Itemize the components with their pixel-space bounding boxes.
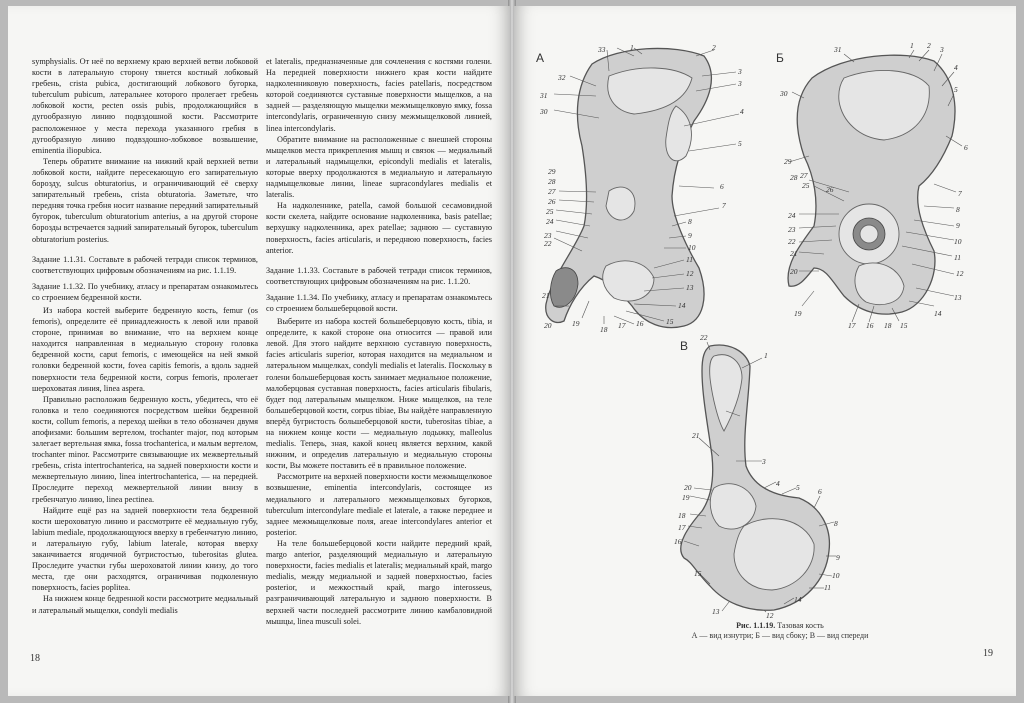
svg-text:33: 33 bbox=[598, 45, 606, 54]
paragraph: Правильно расположив бедренную кость, убедитесь, что её головка и тело соединяются посредством шейки бедренной кости, collum femoris, а переход шейки в тело обозначен двумя апофизами: большим вертелом, trochanter major, под которым залегает вертельная ямка, fossa trochanterica, и малым вертелом, trochanter minor. Рассмотрите связывающие их межвертельный гребень, crista intertrochanterica, на задней поверхности кости и межвертельную линию, linea intertrochanterica, — на передней. Проследите переход межвертельной линии внизу в гребенчатую линию, linea pectinea. bbox=[32, 394, 258, 504]
page-number-left: 18 bbox=[30, 653, 40, 664]
paragraph: et lateralis, предназначенные для сочленения с костями голени. На передней поверхности нижнего края кости найдите надколенниковую поверхность, facies patellaris, посредством которой соединяются суставные поверхности мыщелков, а на задней — разделяющую мыщелки межмыщелковую ямку, fossa intercondylaris, ограниченную снизу межмыщелковой линией, linea intercondylaris. bbox=[266, 57, 492, 133]
svg-text:5: 5 bbox=[954, 85, 958, 94]
task-paragraph: Задание 1.1.33. Составьте в рабочей тетради список терминов, соответствующих цифровым обозначениям на рис. 1.1.20. bbox=[266, 265, 492, 286]
svg-text:20: 20 bbox=[684, 483, 692, 492]
svg-text:16: 16 bbox=[674, 537, 682, 546]
svg-text:16: 16 bbox=[636, 319, 644, 328]
svg-text:18: 18 bbox=[678, 511, 686, 520]
panel-label-b: Б bbox=[776, 51, 784, 65]
svg-text:9: 9 bbox=[688, 231, 692, 240]
svg-text:3: 3 bbox=[762, 457, 766, 466]
svg-text:6: 6 bbox=[818, 487, 822, 496]
svg-text:18: 18 bbox=[600, 325, 608, 334]
svg-text:11: 11 bbox=[686, 255, 693, 264]
svg-text:21: 21 bbox=[692, 431, 700, 440]
svg-text:3: 3 bbox=[738, 67, 742, 76]
svg-text:21: 21 bbox=[542, 291, 550, 300]
svg-text:1: 1 bbox=[630, 43, 634, 52]
task-paragraph: Задание 1.1.34. По учебнику, атласу и препаратам ознакомьтесь со строением большеберцовой кости. bbox=[266, 292, 492, 313]
svg-text:20: 20 bbox=[544, 321, 552, 330]
panel-v-illustration bbox=[674, 333, 840, 620]
svg-text:18: 18 bbox=[884, 321, 892, 330]
svg-text:8: 8 bbox=[956, 205, 960, 214]
svg-text:4: 4 bbox=[954, 63, 958, 72]
paragraph: Выберите из набора костей большеберцовую кость, tibia, и определите, к какой стороне она относится — правой или левой. Для этого найдите верхнюю суставную поверхность, facies articularis superior, которая находится на медиальном и латеральном мыщелках, condyli medialis et lateralis. Поскольку в голени большеберцовая кость занимает медиальное положение, малоберцовая суставная поверхность, facies articularis fibularis, будет под латеральным мыщелком. Ниже мыщелков, на теле большеберцовой кости, corpus tibiae, Вы найдёте направленную вперёд бугристость большеберцовой кости, tuberositas tibiae, а на нижнем конце кости — медиальную лодыжку, malleolus medialis. Теперь, зная, какой конец является верхним, какой нижним, и определив латеральную и медиальную стороны кости, Вы можете поставить её в правильное положение. bbox=[266, 317, 492, 471]
svg-text:12: 12 bbox=[766, 611, 774, 620]
svg-text:30: 30 bbox=[540, 107, 548, 116]
svg-text:22: 22 bbox=[788, 237, 796, 246]
svg-text:12: 12 bbox=[686, 269, 694, 278]
svg-text:17: 17 bbox=[618, 321, 626, 330]
svg-text:11: 11 bbox=[824, 583, 831, 592]
svg-text:5: 5 bbox=[796, 483, 800, 492]
svg-text:19: 19 bbox=[794, 309, 802, 318]
svg-text:24: 24 bbox=[546, 217, 554, 226]
caption-title: Рис. 1.1.19. bbox=[736, 621, 776, 630]
svg-text:24: 24 bbox=[788, 211, 796, 220]
svg-text:15: 15 bbox=[666, 317, 674, 326]
svg-text:23: 23 bbox=[788, 225, 796, 234]
svg-text:4: 4 bbox=[776, 479, 780, 488]
svg-text:14: 14 bbox=[934, 309, 942, 318]
svg-text:11: 11 bbox=[954, 253, 961, 262]
svg-text:27: 27 bbox=[548, 187, 556, 196]
svg-text:2: 2 bbox=[712, 43, 716, 52]
panel-label-v: В bbox=[680, 339, 689, 353]
svg-text:29: 29 bbox=[784, 157, 792, 166]
paragraph: Обратите внимание на расположенные с внешней стороны мыщелков места прикрепления мышц и связок — медиальный и латеральный надмыщелки, epicondyli medialis et lateralis, которые вверху продолжаются в медиальную и латеральную надмыщелковые линии, lineae supracondylares medialis et lateralis. bbox=[266, 134, 492, 200]
paragraph: Из набора костей выберите бедренную кость, femur (os femoris), определите её принадлежность к левой или правой стороне, принимая во внимание, что на верхнем конце находится направленная в медиальную сторону головка бедренной кости, caput femoris, с имеющейся на ней ямкой головки бедренной кости, fovea capitis femoris, а вдоль задней поверхности тела бедренной кости, corpus femoris, пролегает шероховатая линия, linea aspera. bbox=[32, 305, 258, 393]
svg-text:19: 19 bbox=[572, 319, 580, 328]
paragraph: Теперь обратите внимание на нижний край верхней ветви лобковой кости, найдите пересекающую его запирательную борозду, sulcus obturatorius, и ограничивающий её сверху запирательный гребень, crista obturatoria. Заметьте, что передняя точка гребня носит название передний запирательный бугорок, tuberculum obturatorium anterius, а на другой стороне борозды встречается задний запирательный бугорок, tuberculum obturatorium posterius. bbox=[32, 156, 258, 244]
svg-text:9: 9 bbox=[956, 221, 960, 230]
task-paragraph: Задание 1.1.32. По учебнику, атласу и препаратам ознакомьтесь со строением бедренной кости. bbox=[32, 281, 258, 302]
panel-label-a: А bbox=[536, 51, 545, 65]
left-page bbox=[8, 6, 510, 696]
paragraph: На теле большеберцовой кости найдите передний край, margo anterior, разделяющий медиальную и латеральную поверхности, facies medialis et lateralis; медиальный край, margo medialis, между медиальной и задней поверхностью, facies posterior, и межкостный край, margo interosseus, разграничивающий латеральную и заднюю поверхности. В верхней части последней рассмотрите линию камбаловидной мышцы, linea musculi solei. bbox=[266, 538, 492, 626]
svg-text:15: 15 bbox=[694, 569, 702, 578]
svg-text:13: 13 bbox=[954, 293, 962, 302]
svg-text:17: 17 bbox=[678, 523, 686, 532]
paragraph: На нижнем конце бедренной кости рассмотрите медиальный и латеральный мыщелки, condyli medialis bbox=[32, 594, 258, 615]
svg-text:2: 2 bbox=[927, 41, 931, 50]
svg-text:19: 19 bbox=[682, 493, 690, 502]
svg-text:14: 14 bbox=[678, 301, 686, 310]
svg-text:15: 15 bbox=[900, 321, 908, 330]
panel-b-illustration bbox=[779, 41, 968, 330]
svg-text:28: 28 bbox=[548, 177, 556, 186]
figure-caption bbox=[680, 621, 880, 641]
svg-text:16: 16 bbox=[866, 321, 874, 330]
paragraph: На надколеннике, patella, самой большой сесамовидной кости скелета, найдите основание надколенника, basis patellae; верхушку надколенника, apex patellae; заднюю — суставную поверхность, facies articularis, и переднюю поверхность, facies anterior. bbox=[266, 201, 492, 255]
svg-text:4: 4 bbox=[740, 107, 744, 116]
svg-text:22: 22 bbox=[544, 239, 552, 248]
paragraph: symphysialis. От неё по верхнему краю верхней ветви лобковой кости в латеральную сторону тянется костный лобковый гребень, crista pubica, достигающий лобкового бугорка, tuberculum pubicum, латеральнее которого пролегает гребень лобковой кости, pecten ossis pubis, продолжающийся в дугообразную линию подвздошной кости. Рассмотрите расположенное у места перехода указанного гребня в дугообразную линию подвздошно-лобковое возвышение, eminentia iliopubica. bbox=[32, 57, 258, 155]
panel-a-illustration bbox=[539, 43, 744, 334]
svg-text:28: 28 bbox=[790, 173, 798, 182]
caption-text: А — вид изнутри; Б — вид сбоку; В — вид спереди bbox=[691, 631, 869, 640]
svg-text:30: 30 bbox=[780, 89, 788, 98]
pelvic-bone-figure bbox=[514, 6, 1016, 621]
svg-text:25: 25 bbox=[546, 207, 554, 216]
svg-text:1: 1 bbox=[910, 41, 914, 50]
svg-text:1: 1 bbox=[764, 351, 768, 360]
svg-text:12: 12 bbox=[956, 269, 964, 278]
svg-text:26: 26 bbox=[548, 197, 556, 206]
svg-text:23: 23 bbox=[544, 231, 552, 240]
paragraph: Найдите ещё раз на задней поверхности тела бедренной кости шероховатую линию и рассмотрите её медиальную губу, labium mediale, продолжающуюся вверху в гребенчатую линию, и латеральную губу, labium laterale, которая вверху заканчивается ягодичной бугристостью, tuberositas glutea. Проследите участки губы шероховатой линии книзу, до того места, где они расходятся, ограничивая подколенную поверхность, facies poplitea. bbox=[32, 505, 258, 593]
svg-text:10: 10 bbox=[832, 571, 840, 580]
svg-text:3: 3 bbox=[738, 79, 742, 88]
svg-text:5: 5 bbox=[738, 139, 742, 148]
svg-text:26: 26 bbox=[826, 185, 834, 194]
svg-text:32: 32 bbox=[558, 73, 566, 82]
svg-text:9: 9 bbox=[836, 553, 840, 562]
task-paragraph: Задание 1.1.31. Составьте в рабочей тетради список терминов, соответствующих цифровым обозначениям на рис. 1.1.19. bbox=[32, 254, 258, 275]
svg-text:7: 7 bbox=[722, 201, 726, 210]
svg-text:31: 31 bbox=[540, 91, 548, 100]
left-column-1 bbox=[32, 56, 258, 616]
caption-name: Тазовая кость bbox=[777, 621, 824, 630]
page-number-right: 19 bbox=[983, 648, 993, 659]
svg-text:10: 10 bbox=[688, 243, 696, 252]
svg-text:6: 6 bbox=[964, 143, 968, 152]
svg-text:7: 7 bbox=[958, 189, 962, 198]
svg-text:14: 14 bbox=[794, 595, 802, 604]
left-column-2 bbox=[266, 56, 492, 627]
svg-text:31: 31 bbox=[834, 45, 842, 54]
paragraph: Рассмотрите на верхней поверхности кости межмыщелковое возвышение, eminentia intercondylaris, состоящее из медиального и латерального межмыщелковых бугорков, tuberculum intercondylare mediale et laterale, а также переднее и заднее межмыщелковые поля, areae intercondylares anterior et posterior. bbox=[266, 472, 492, 537]
svg-text:27: 27 bbox=[800, 171, 808, 180]
svg-text:8: 8 bbox=[688, 217, 692, 226]
svg-text:17: 17 bbox=[848, 321, 856, 330]
svg-text:13: 13 bbox=[712, 607, 720, 616]
svg-text:6: 6 bbox=[720, 182, 724, 191]
svg-text:22: 22 bbox=[700, 333, 708, 342]
svg-text:3: 3 bbox=[940, 45, 944, 54]
svg-text:25: 25 bbox=[802, 181, 810, 190]
svg-text:29: 29 bbox=[548, 167, 556, 176]
svg-text:8: 8 bbox=[834, 519, 838, 528]
svg-text:10: 10 bbox=[954, 237, 962, 246]
svg-text:21: 21 bbox=[790, 249, 798, 258]
svg-text:20: 20 bbox=[790, 267, 798, 276]
svg-text:13: 13 bbox=[686, 283, 694, 292]
